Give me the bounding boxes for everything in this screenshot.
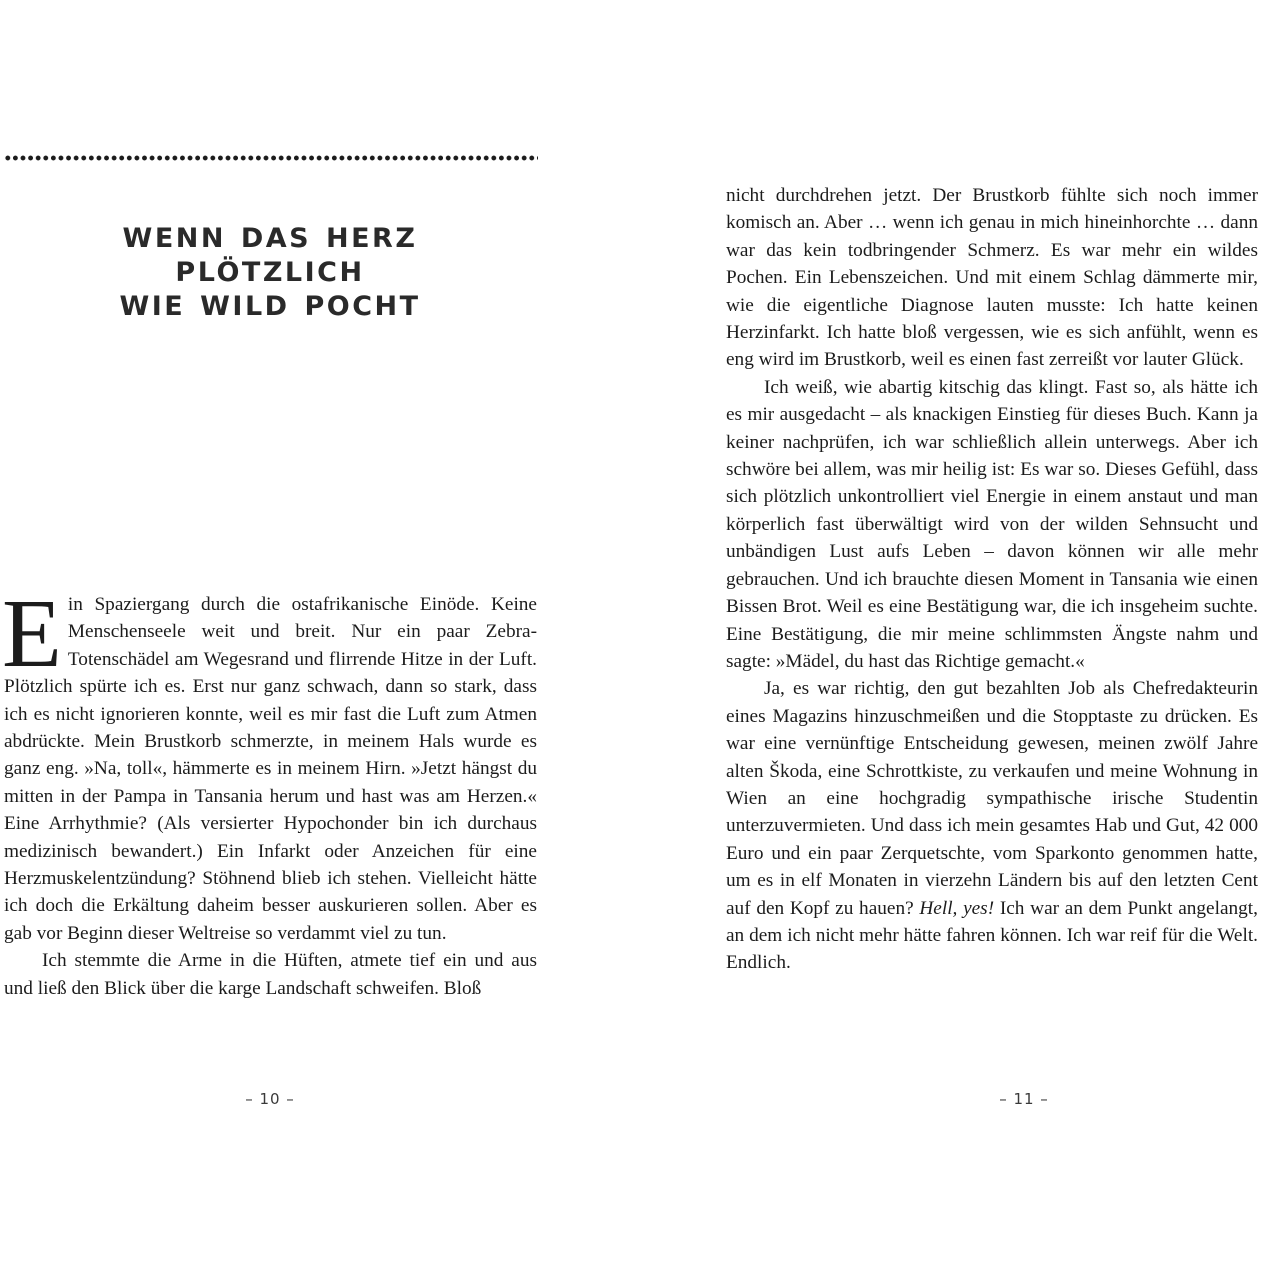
body-text: Ja, es war richtig, den gut bezahlten Job als Chefredakteurin eines Magazins hinzuschmeißen und die Stopptaste zu drücken. Es war eine vernünftige Entscheidung gewesen, meinen zwölf Jahre alten Škoda, eine Schrottkiste, zu verkaufen und meine Wohnung in Wien an eine hochgradig sympathische irische Studentin unterzuvermieten. Und dass ich mein gesamtes Hab und Gut, 42 000 Euro und ein paar Zerquetschte, vom Sparkonto genommen hatte, um es in elf Monaten in vierzehn Ländern bis auf den letzten Cent auf den Kopf zu hauen? [726,678,1258,919]
page-number: – 10 – [245,1090,295,1108]
drop-cap: E [2,580,62,688]
opening-paragraph-text: in Spaziergang durch die ostafrikanische Einöde. Keine Menschenseele weit und breit. Nur ein paar Zebra-Totenschädel am Wegesrand und flirrende Hitze in der Luft. Plötzlich spürte ich es. Erst nur ganz schwach, dann so stark, dass ich es nicht ignorieren konnte, weil es mir fast die Luft zum Atmen abdrückte. Mein Brustkorb schmerzte, in meinem Hals wurde es ganz eng. »Na, toll«, hämmerte es in meinem Hirn. »Jetzt hängst du mitten in der Pampa in Tansania herum und hast was am Herzen.« Eine Arrhythmie? (Als versierter Hypochonder bin ich durchaus medizinisch bewandert.) Ein Infarkt oder Anzeichen für eine Herzmuskelentzündung? Stöhnend blieb ich stehen. Vielleicht hätte ich doch die Erkältung daheim besser auskurieren sollen. Aber es gab vor Beginn dieser Weltreise so verdammt viel zu tun. [4,594,537,944]
body-paragraph: nicht durchdrehen jetzt. Der Brustkorb fühlte sich noch immer komisch an. Aber … wenn ich genau in mich hineinhorchte … dann war das kein todbringender Schmerz. Es war mehr ein wildes Pochen. Ein Lebenszeichen. Und mit einem Schlag dämmerte mir, wie die eigentliche Diagnose lauten musste: Ich hatte keinen Herzinfarkt. Ich hatte bloß vergessen, wie es sich anfühlt, wenn es eng wird im Brustkorb, weil es einen fast zerreißt vor lauter Glück. [726,185,1258,371]
body-paragraph [726,675,1258,976]
body-text: Ich war an dem Punkt angelangt, an dem ich nicht mehr hätte fahren können. Ich war reif für die Welt. Endlich. [726,897,1258,974]
left-page [0,0,632,1265]
chapter-title-line: WIE WILD POCHT [119,291,421,322]
chapter-title [60,222,480,324]
page-number: – 11 – [999,1090,1049,1108]
right-page [632,0,1265,1265]
opening-paragraph [2,580,537,947]
italic-emphasis: Hell, yes! [919,897,995,919]
right-body-text [726,182,1258,977]
chapter-title-line: WENN DAS HERZ [122,223,418,254]
chapter-title-line: PLÖTZLICH [175,257,365,288]
body-paragraph: Ich stemmte die Arme in die Hüften, atmete tief ein und aus und ließ den Blick über die karge Landschaft schweifen. Bloß [4,950,537,999]
dotted-rule [4,154,538,162]
body-paragraph: Ich weiß, wie abartig kitschig das klingt. Fast so, als hätte ich es mir ausgedacht – als knackigen Einstieg für dieses Buch. Kann ja keiner nachprüfen, ich war schließlich allein unterwegs. Aber ich schwöre bei allem, was mir heilig ist: Es war so. Dieses Gefühl, dass sich plötzlich unkontrolliert viel Energie in einem anstaut und man körperlich fast überwältigt wird von der wilden Sehnsucht und unbändigen Lust aufs Leben – davon können wir alle mehr gebrauchen. Und ich brauchte diesen Moment in Tansania wie einen Bissen Brot. Weil es eine Bestätigung war, die ich insgeheim suchte. Eine Bestätigung, die mir meine schlimmsten Ängste nahm und sagte: »Mädel, du hast das Richtige gemacht.« [726,376,1258,672]
left-body-text [2,580,537,1002]
